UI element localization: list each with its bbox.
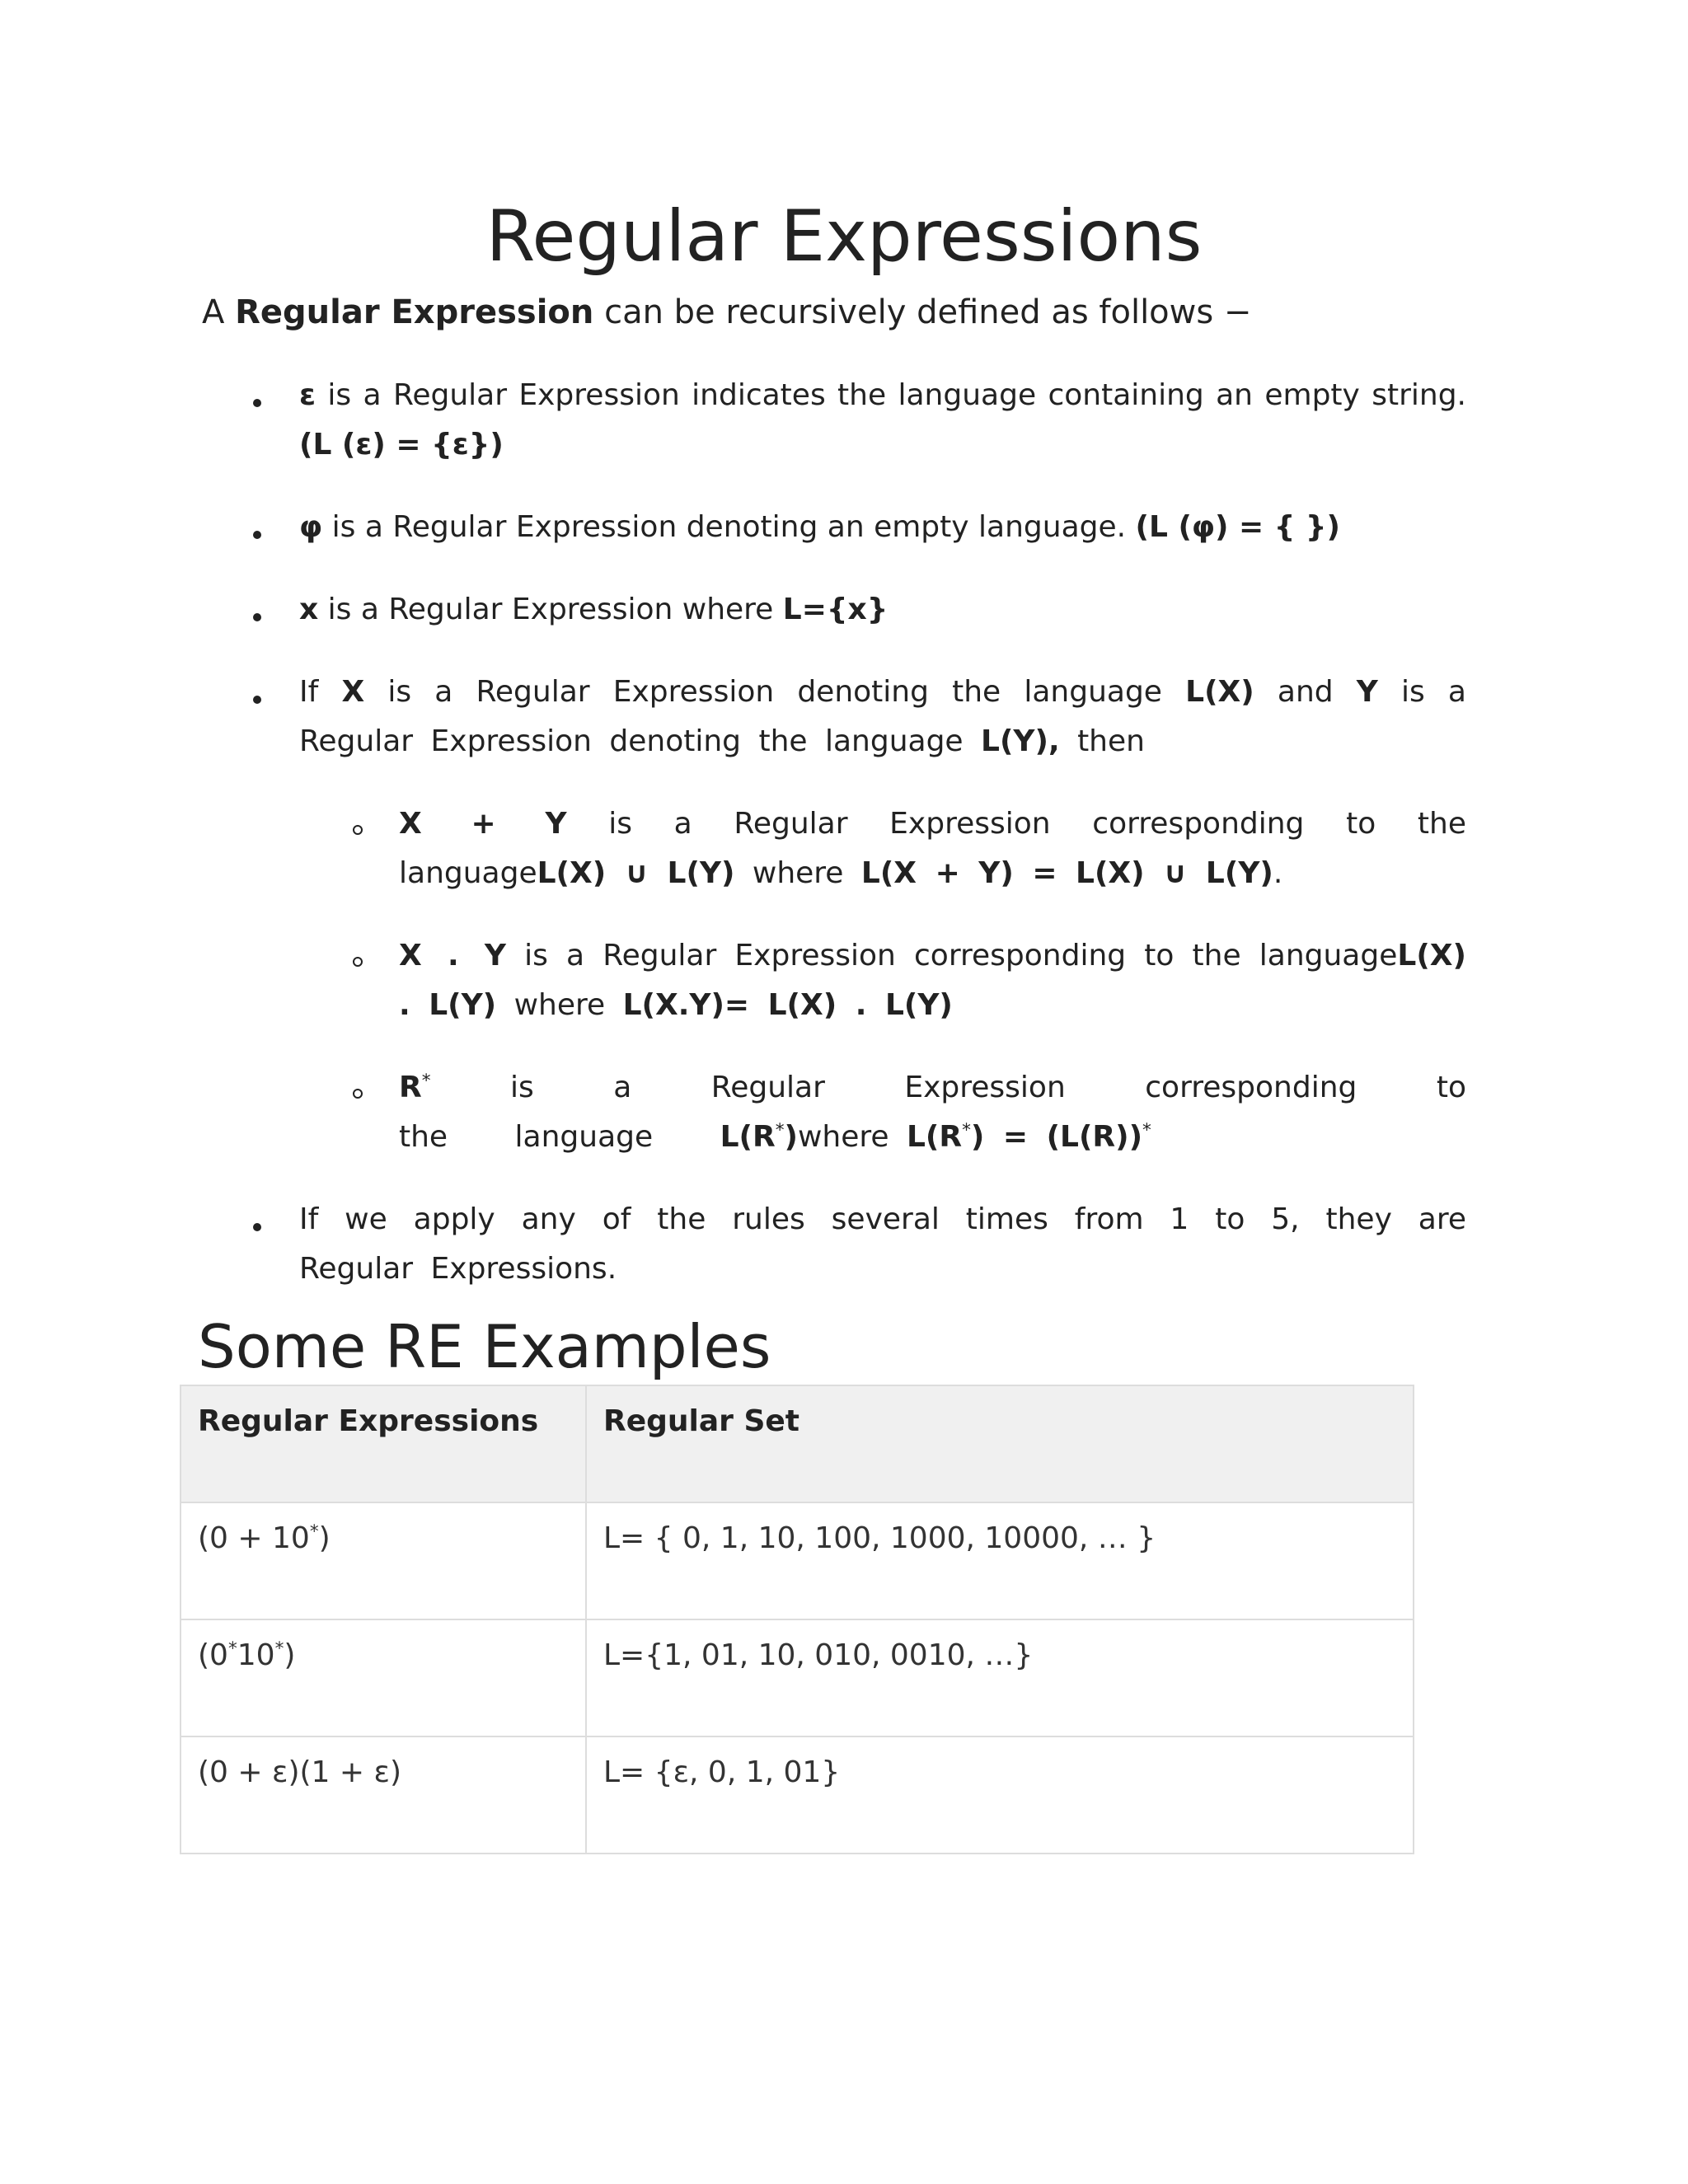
cell-expression: (0 + 10*)	[181, 1502, 586, 1619]
cell-set: L= {ε, 0, 1, 01}	[586, 1736, 1414, 1854]
bullet-icon	[253, 399, 261, 407]
intro-text: A Regular Expression can be recursively defined as follows −	[202, 293, 1252, 331]
table-header-row	[181, 1385, 1414, 1502]
rule-repetition: If we apply any of the rules several times from 1 to 5, they are Regular Expressions.	[299, 1202, 1466, 1286]
cell-expression: (0*10*)	[181, 1619, 586, 1736]
bullet-icon	[253, 696, 261, 704]
bullet-icon	[253, 1223, 261, 1231]
table-row	[181, 1619, 1414, 1736]
page-title: Regular Expressions	[485, 195, 1203, 278]
sub-bullet-icon	[353, 1089, 363, 1099]
cell-set: L={1, 01, 10, 010, 0010, …}	[586, 1619, 1414, 1736]
header-regular-expressions: Regular Expressions	[181, 1385, 586, 1502]
re-examples-table	[180, 1385, 1414, 1854]
sub-bullet-icon	[353, 825, 363, 835]
section-heading: Some RE Examples	[198, 1312, 771, 1381]
rule-concat: X . Y is a Regular Expression corresponding to the languageL(X) . L(Y) where L(X.Y)= L(X) . L(Y)	[399, 939, 1466, 1022]
cell-set: L= { 0, 1, 10, 100, 1000, 10000, … }	[586, 1502, 1414, 1619]
table-row	[181, 1736, 1414, 1854]
bullet-icon	[253, 531, 261, 539]
intro-bold-term: Regular Expression	[235, 293, 594, 331]
rule-epsilon: ε is a Regular Expression indicates the language containing an empty string. (L (ε) = {ε})	[299, 378, 1466, 462]
table-row	[181, 1502, 1414, 1619]
sub-bullet-icon	[353, 957, 363, 967]
rule-union: X + Y is a Regular Expression corresponding to the languageL(X) ∪ L(Y) where L(X + Y) = L(X) ∪ L(Y).	[399, 807, 1466, 890]
cell-expression: (0 + ε)(1 + ε)	[181, 1736, 586, 1854]
rule-phi: φ is a Regular Expression denoting an empty language. (L (φ) = { })	[299, 510, 1340, 544]
rule-x: x is a Regular Expression where L={x}	[299, 593, 889, 626]
rule-union-concat-intro: If X is a Regular Expression denoting the language L(X) and Y is a Regular Expression denoting the language L(Y), then	[299, 675, 1466, 758]
rule-kleene-star: R* is a Regular Expression corresponding to the language L(R*)where L(R*) = (L(R))*	[399, 1071, 1466, 1154]
header-regular-set: Regular Set	[586, 1385, 1414, 1502]
bullet-icon	[253, 613, 261, 621]
